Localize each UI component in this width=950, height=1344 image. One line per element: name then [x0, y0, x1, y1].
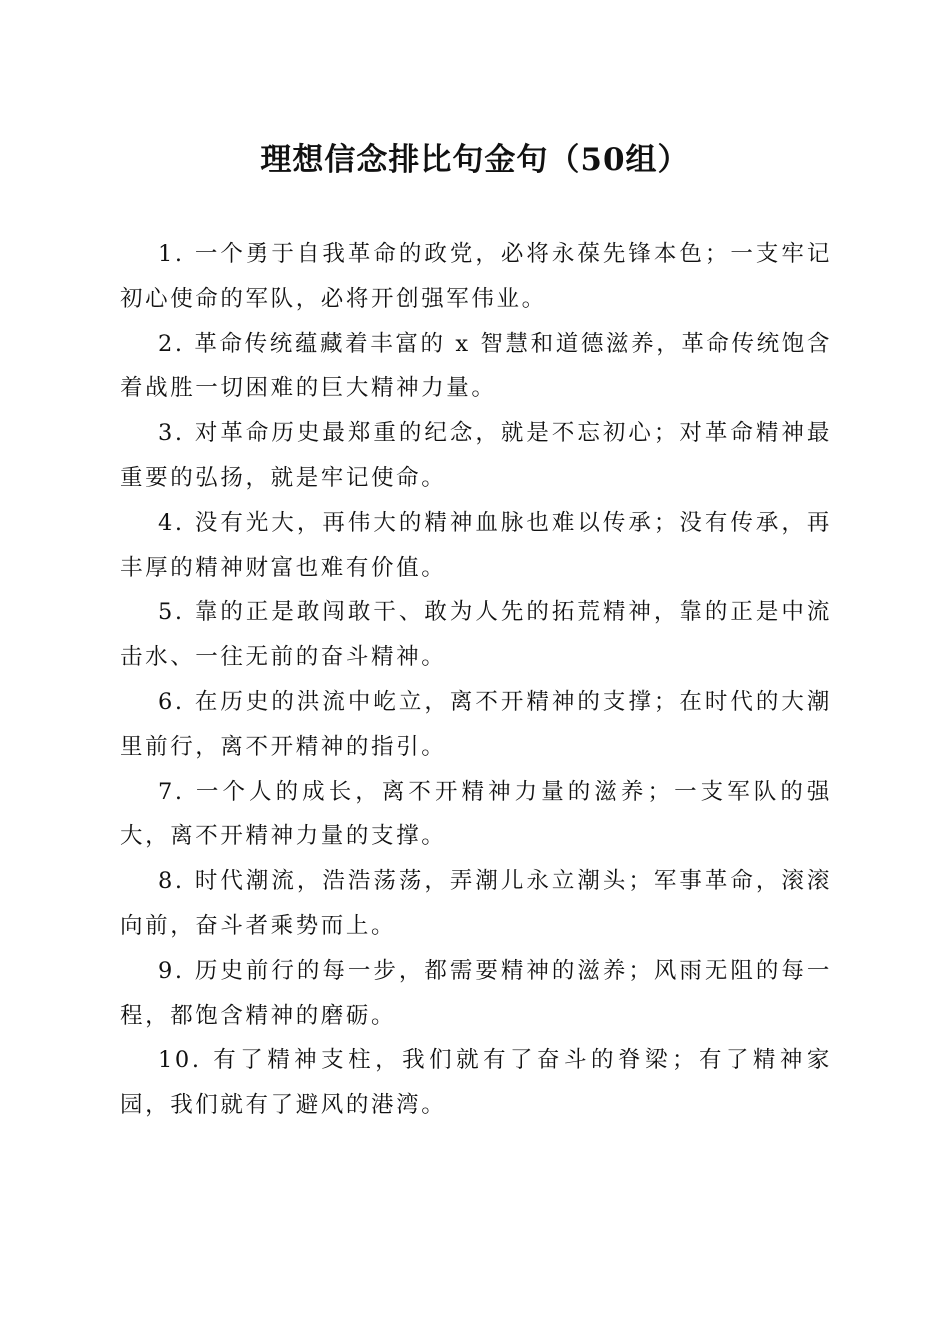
paragraph-3: 3. 对革命历史最郑重的纪念，就是不忘初心；对革命精神最重要的弘扬，就是牢记使命。: [120, 420, 832, 491]
paragraph-6: 6. 在历史的洪流中屹立，离不开精神的支撑；在时代的大潮里前行，离不开精神的指引。: [120, 688, 832, 760]
paragraph-9: 9. 历史前行的每一步，都需要精神的滋养；风雨无阻的每一程，都饱含精神的磨砺。: [120, 957, 832, 1029]
paragraph-8: 8. 时代潮流，浩浩荡荡，弄潮儿永立潮头；军事革命，滚滚向前，奋斗者乘势而上。: [120, 868, 832, 939]
paragraph-10: 10. 有了精神支柱，我们就有了奋斗的脊梁；有了精神家园，我们就有了避风的港湾。: [120, 1047, 832, 1119]
document-title: 理想信念排比句金句（50组）: [260, 142, 690, 178]
paragraph-1: 1. 一个勇于自我革命的政党，必将永葆先锋本色；一支牢记初心使命的军队，必将开创强军伟业。: [120, 241, 832, 312]
paragraph-5: 5. 靠的正是敢闯敢干、敢为人先的拓荒精神，靠的正是中流击水、一往无前的奋斗精神。: [120, 599, 832, 671]
paragraph-2: 2. 革命传统蕴藏着丰富的 x 智慧和道德滋养，革命传统饱含着战胜一切困难的巨大精神力量。: [120, 330, 832, 402]
paragraph-7: 7. 一个人的成长，离不开精神力量的滋养；一支军队的强大，离不开精神力量的支撑。: [120, 778, 832, 850]
document-body: [120, 232, 832, 1128]
paragraph-4: 4. 没有光大，再伟大的精神血脉也难以传承；没有传承，再丰厚的精神财富也难有价值。: [120, 509, 832, 581]
